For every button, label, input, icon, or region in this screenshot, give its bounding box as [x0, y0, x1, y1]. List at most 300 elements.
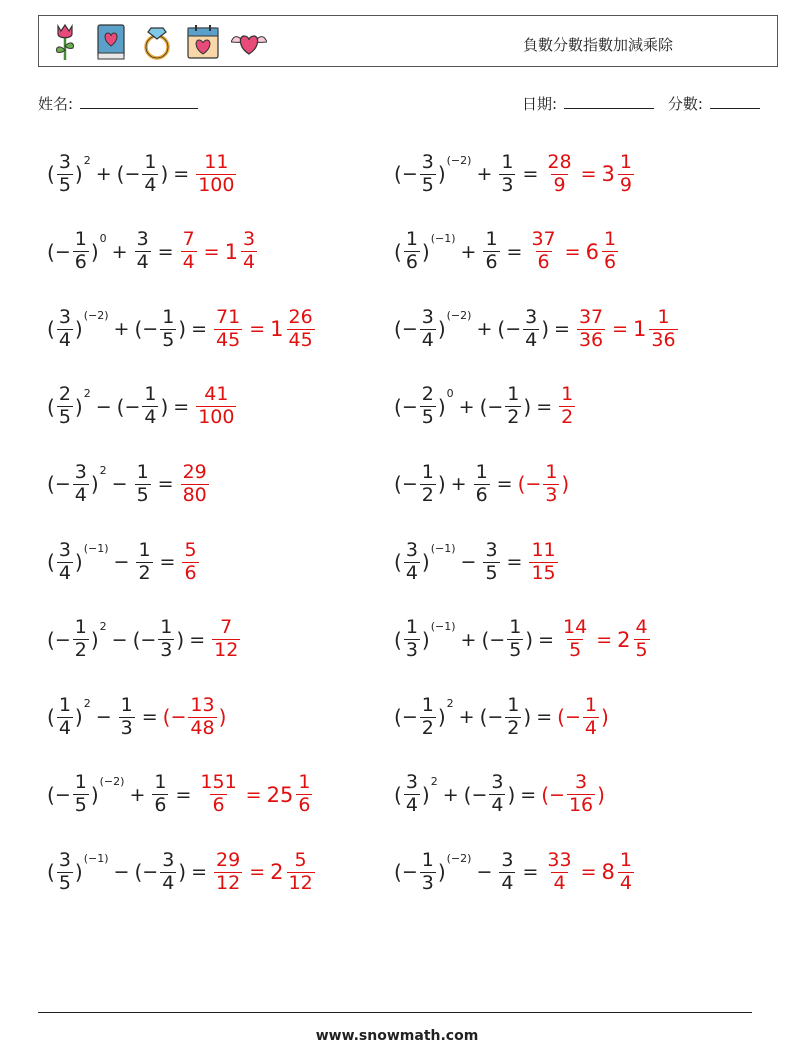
denominator: 15: [531, 561, 556, 584]
numerator: 5: [184, 538, 197, 561]
fraction: [57, 850, 73, 895]
numerator: 1: [421, 693, 434, 716]
exponent: 2: [83, 697, 91, 711]
paren-open: (: [481, 627, 490, 652]
fraction: [420, 850, 436, 895]
problem: [47, 454, 211, 514]
operator: +: [111, 240, 128, 263]
problem: [47, 532, 201, 592]
problem: [47, 299, 317, 359]
equals-sign: =: [564, 240, 581, 263]
denominator: 12: [214, 639, 239, 662]
paren-close: ): [74, 162, 83, 186]
winged-heart-icon: [231, 22, 267, 62]
numerator: 1: [405, 616, 418, 639]
fraction: [404, 617, 420, 662]
fraction: [618, 152, 634, 197]
fraction: [296, 772, 312, 817]
denominator: 100: [198, 173, 235, 196]
numerator: 1: [584, 693, 597, 716]
fraction: [529, 540, 557, 585]
fraction: [57, 384, 73, 429]
operator: −: [113, 861, 130, 884]
header-icons: [47, 20, 267, 64]
exponent: 2: [446, 697, 454, 711]
paren-open: (: [134, 860, 143, 885]
mixed-whole: 6: [585, 239, 599, 264]
numerator: 13: [190, 693, 215, 716]
operator: +: [129, 783, 146, 806]
exponent: (−2): [446, 154, 472, 167]
problem: [394, 842, 636, 902]
paren-open: (: [116, 394, 125, 419]
fraction: [499, 850, 515, 895]
problem: [47, 842, 317, 902]
numerator: 3: [421, 150, 434, 173]
paren-close: ): [74, 860, 83, 885]
paren-open: (: [541, 782, 550, 807]
paren-open: (: [479, 705, 488, 730]
fraction: [57, 152, 73, 197]
numerator: 1: [160, 616, 173, 639]
denominator: 5: [58, 406, 71, 429]
denominator: 6: [537, 251, 550, 274]
paren-open: (: [479, 394, 488, 419]
operator: +: [460, 628, 477, 651]
sign: −: [549, 783, 565, 806]
paren-close: ): [561, 472, 570, 497]
numerator: 3: [74, 461, 87, 484]
paren-open: (: [557, 705, 565, 730]
problem: [394, 532, 560, 592]
numerator: 28: [547, 150, 572, 173]
numerator: 1: [501, 150, 514, 173]
fraction: [577, 307, 605, 352]
denominator: 45: [288, 328, 313, 351]
numerator: 1: [507, 383, 520, 406]
fraction: [73, 462, 89, 507]
numerator: 3: [405, 771, 418, 794]
numerator: 3: [421, 305, 434, 328]
paren-open: (: [394, 782, 402, 807]
paren-close: ): [437, 860, 446, 885]
fraction: [241, 229, 257, 274]
paren-open: (: [47, 472, 55, 497]
sign: −: [487, 706, 504, 729]
numerator: 1: [136, 461, 149, 484]
problem: [394, 610, 652, 670]
denominator: 6: [298, 794, 311, 817]
numerator: 1: [405, 228, 418, 251]
denominator: 36: [651, 328, 676, 351]
fraction: [505, 384, 521, 429]
fraction: [404, 540, 420, 585]
problem: [394, 687, 609, 747]
paren-open: (: [394, 627, 402, 652]
fraction: [160, 850, 176, 895]
worksheet-header: [38, 15, 778, 67]
exponent: 2: [430, 774, 438, 788]
numerator: 3: [574, 771, 588, 794]
date-label: 日期:: [522, 95, 558, 113]
problem: [47, 144, 238, 204]
problem: [394, 299, 680, 359]
denominator: 3: [421, 871, 434, 894]
paren-open: (: [47, 627, 55, 652]
numerator: 3: [58, 305, 71, 328]
fraction: [119, 695, 135, 740]
fraction: [545, 152, 573, 197]
fraction: [181, 229, 197, 274]
equals-sign: =: [522, 861, 539, 884]
denominator: 4: [553, 871, 566, 894]
operator: +: [95, 163, 112, 185]
paren-close: ): [90, 627, 99, 652]
paren-open: (: [47, 394, 55, 419]
denominator: 5: [509, 639, 522, 662]
denominator: 4: [144, 406, 157, 429]
paren-close: ): [437, 317, 446, 342]
fraction: [198, 772, 238, 817]
fraction: [142, 152, 158, 197]
fraction: [523, 307, 539, 352]
mixed-whole: 3: [601, 162, 615, 186]
fraction: [214, 850, 242, 895]
fraction: [135, 229, 151, 274]
sign: −: [54, 628, 71, 651]
equals-sign: =: [506, 551, 523, 573]
denominator: 4: [584, 716, 597, 739]
denominator: 6: [154, 794, 167, 817]
numerator: 1: [58, 693, 71, 716]
answer: [575, 307, 680, 352]
denominator: 4: [58, 716, 71, 739]
paren-close: ): [160, 394, 169, 419]
sign: −: [124, 163, 141, 185]
denominator: 3: [120, 716, 133, 739]
paren-close: ): [421, 782, 430, 807]
paren-close: ): [74, 394, 83, 419]
denominator: 5: [421, 173, 434, 196]
denominator: 4: [619, 871, 632, 894]
equals-sign: =: [536, 395, 553, 418]
problem: [47, 765, 314, 825]
denominator: 2: [138, 561, 151, 584]
fraction: [634, 617, 650, 662]
sign: −: [170, 706, 187, 729]
operator: +: [476, 318, 493, 341]
numerator: 33: [547, 849, 572, 872]
answer: [194, 384, 238, 429]
paren-open: (: [116, 162, 125, 186]
paren-open: (: [394, 317, 402, 342]
numerator: 37: [531, 228, 556, 251]
answer: [527, 540, 559, 585]
mixed-whole: 1: [633, 317, 647, 342]
numerator: 3: [525, 305, 538, 328]
score-field: [668, 93, 760, 114]
fraction: [489, 772, 505, 817]
denominator: 12: [288, 871, 313, 894]
fraction: [196, 152, 236, 197]
numerator: 7: [220, 616, 233, 639]
score-blank[interactable]: [710, 94, 760, 109]
paren-close: ): [74, 550, 83, 574]
equals-sign: =: [175, 783, 192, 806]
paren-close: ): [90, 239, 99, 264]
sign: −: [54, 473, 71, 496]
date-blank[interactable]: [564, 94, 654, 109]
paren-open: (: [132, 627, 141, 652]
numerator: 1: [144, 383, 157, 406]
operator: +: [450, 473, 467, 496]
fraction: [583, 695, 599, 740]
sign: −: [124, 395, 141, 418]
fraction: [182, 540, 198, 585]
equals-sign: =: [506, 240, 523, 263]
denominator: 5: [421, 406, 434, 429]
operator: −: [111, 628, 128, 651]
problem: [47, 222, 259, 282]
denominator: 6: [405, 251, 418, 274]
love-book-icon: [93, 22, 129, 62]
equals-sign: =: [536, 706, 553, 729]
paren-open: (: [517, 472, 526, 497]
denominator: 3: [545, 483, 558, 506]
answer: [527, 229, 620, 274]
answer: [557, 384, 577, 429]
equals-sign: =: [157, 473, 174, 496]
denominator: 2: [561, 406, 574, 429]
denominator: 6: [74, 251, 87, 274]
denominator: 6: [485, 251, 498, 274]
sign: −: [401, 473, 418, 496]
equals-sign: =: [191, 318, 208, 341]
fraction: [212, 617, 240, 662]
sign: −: [401, 318, 418, 341]
paren-open: (: [463, 782, 472, 807]
denominator: 4: [525, 328, 538, 351]
exponent: (−1): [430, 231, 456, 245]
answer: [179, 462, 211, 507]
denominator: 4: [405, 794, 418, 817]
problem: [394, 222, 620, 282]
problem: [394, 377, 577, 437]
paren-open: (: [394, 860, 402, 885]
numerator: 1: [485, 228, 498, 251]
equals-sign: =: [580, 861, 597, 884]
paren-open: (: [394, 239, 402, 264]
fraction: [287, 850, 315, 895]
fraction: [214, 307, 242, 352]
paren-close: ): [523, 394, 532, 419]
equals-sign: =: [538, 628, 555, 651]
fraction: [181, 462, 209, 507]
date-field: [522, 93, 654, 114]
denominator: 80: [182, 483, 207, 506]
denominator: 3: [501, 173, 514, 196]
numerator: 37: [578, 305, 604, 328]
numerator: 1: [509, 616, 522, 639]
operator: +: [458, 395, 475, 418]
fraction: [559, 384, 575, 429]
denominator: 6: [603, 251, 617, 274]
numerator: 1: [603, 228, 617, 251]
problem: [47, 377, 238, 437]
paren-open: (: [134, 317, 143, 342]
paren-close: ): [525, 627, 534, 652]
sign: −: [54, 783, 71, 806]
paren-close: ): [507, 782, 516, 807]
mixed-whole: 2: [270, 860, 284, 885]
paren-close: ): [437, 394, 446, 419]
equals-sign: =: [496, 473, 513, 496]
fraction: [404, 772, 420, 817]
paren-close: ): [218, 705, 227, 730]
denominator: 4: [421, 328, 434, 351]
denominator: 4: [405, 561, 418, 584]
fraction: [507, 617, 523, 662]
fraction: [474, 462, 490, 507]
sign: −: [140, 628, 157, 651]
denominator: 4: [182, 251, 195, 274]
paren-close: ): [421, 627, 430, 652]
sign: −: [525, 473, 542, 496]
equals-sign: =: [249, 861, 266, 884]
equals-sign: =: [141, 706, 158, 729]
operator: −: [476, 861, 493, 884]
equals-sign: =: [191, 861, 208, 884]
paren-close: ): [421, 239, 430, 264]
fraction: [73, 229, 89, 274]
exponent: (−2): [99, 774, 125, 788]
numerator: 3: [242, 228, 256, 251]
equals-sign: =: [245, 783, 262, 806]
numerator: 26: [288, 305, 313, 328]
numerator: 1: [619, 150, 632, 173]
equals-sign: =: [159, 551, 176, 573]
name-blank[interactable]: [80, 94, 198, 109]
name-label: 姓名:: [38, 95, 74, 113]
denominator: 6: [212, 794, 225, 817]
answer: [541, 772, 605, 817]
paren-open: (: [47, 550, 55, 574]
answer: [210, 617, 242, 662]
exponent: 2: [99, 619, 107, 633]
answer: [543, 152, 636, 197]
numerator: 1: [507, 693, 520, 716]
denominator: 4: [501, 871, 514, 894]
numerator: 71: [216, 305, 241, 328]
paren-close: ): [541, 317, 550, 342]
sign: −: [401, 861, 418, 884]
paren-open: (: [47, 317, 55, 342]
equals-sign: =: [612, 318, 629, 341]
numerator: 1: [545, 461, 558, 484]
denominator: 12: [216, 871, 241, 894]
denominator: 5: [162, 328, 175, 351]
numerator: 1: [144, 150, 157, 173]
fraction: [404, 229, 420, 274]
operator: −: [95, 706, 112, 729]
numerator: 3: [485, 538, 498, 561]
denominator: 45: [216, 328, 241, 351]
fraction: [188, 695, 216, 740]
numerator: 3: [136, 228, 149, 251]
equals-sign: =: [520, 783, 537, 806]
numerator: 1: [74, 771, 87, 794]
equals-sign: =: [522, 163, 539, 185]
numerator: 3: [58, 150, 71, 173]
answer: [212, 307, 317, 352]
fraction: [543, 462, 559, 507]
paren-close: ): [178, 317, 187, 342]
denominator: 5: [74, 794, 87, 817]
numerator: 1: [74, 616, 87, 639]
operator: −: [111, 473, 128, 496]
denominator: 9: [553, 173, 566, 196]
fraction: [420, 307, 436, 352]
equals-sign: =: [596, 628, 613, 651]
name-field: [38, 93, 198, 114]
paren-open: (: [394, 472, 402, 497]
equals-sign: =: [189, 628, 206, 651]
numerator: 1: [421, 849, 434, 872]
fraction: [158, 617, 174, 662]
paren-close: ): [74, 705, 83, 730]
answer: [163, 695, 227, 740]
numerator: 5: [294, 849, 307, 872]
answer: [543, 850, 636, 895]
exponent: 2: [99, 464, 107, 478]
fraction: [602, 229, 618, 274]
numerator: 29: [216, 849, 241, 872]
paren-open: (: [394, 162, 402, 186]
paren-close: ): [437, 472, 446, 497]
fraction: [57, 307, 73, 352]
numerator: 1: [298, 771, 311, 794]
exponent: (−2): [83, 309, 109, 323]
numerator: 1: [162, 305, 175, 328]
problem: [394, 454, 569, 514]
fraction: [57, 695, 73, 740]
numerator: 3: [405, 538, 418, 561]
denominator: 48: [190, 716, 215, 739]
fraction: [420, 695, 436, 740]
numerator: 1: [421, 461, 434, 484]
answer: [180, 540, 200, 585]
fraction: [618, 850, 634, 895]
paren-open: (: [162, 705, 171, 730]
sign: −: [489, 628, 506, 651]
sign: −: [564, 706, 581, 729]
numerator: 1: [619, 849, 632, 872]
numerator: 29: [182, 461, 207, 484]
numerator: 3: [58, 849, 71, 872]
denominator: 36: [578, 328, 604, 351]
paren-close: ): [437, 705, 446, 730]
denominator: 5: [136, 483, 149, 506]
paren-open: (: [394, 705, 402, 730]
fraction: [649, 307, 677, 352]
answer: [196, 772, 314, 817]
equals-sign: =: [157, 240, 174, 263]
paren-close: ): [176, 627, 185, 652]
numerator: 7: [182, 228, 195, 251]
fraction: [529, 229, 557, 274]
heart-calendar-icon: [185, 22, 221, 62]
denominator: 6: [184, 561, 197, 584]
